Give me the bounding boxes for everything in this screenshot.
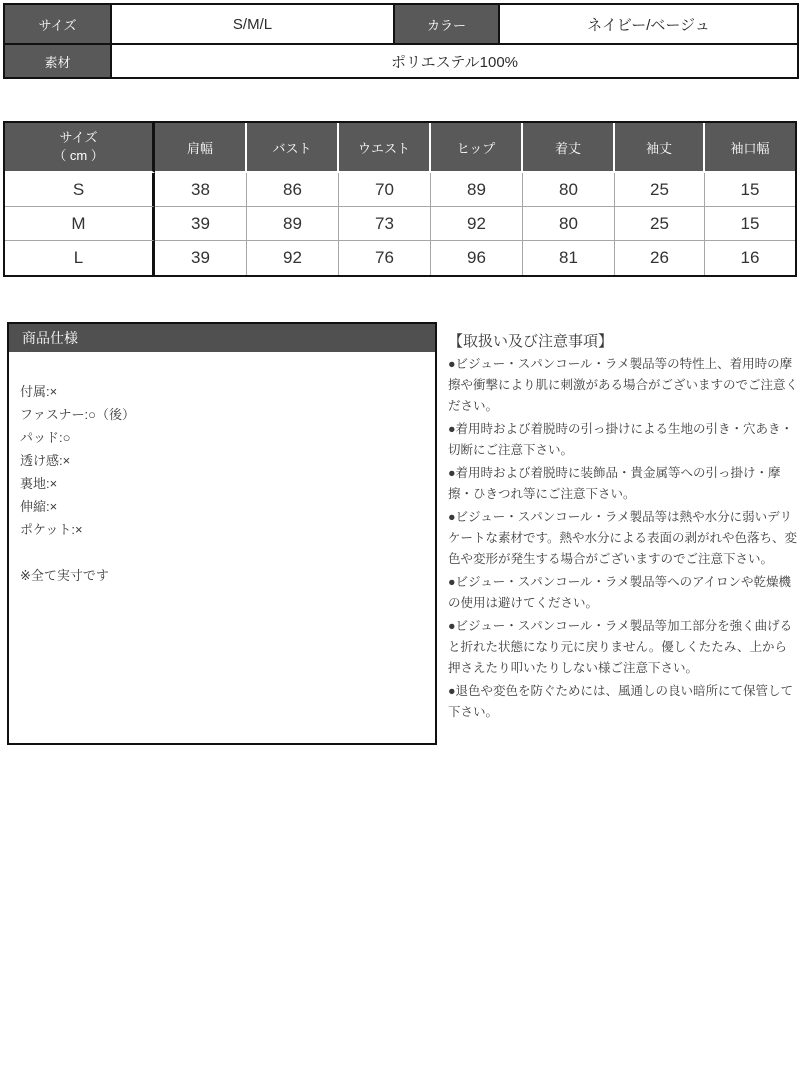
handling-note-item: ●ビジュー・スパンコール・ラメ製品等へのアイロンや乾燥機の使用は避けてください。	[448, 575, 792, 610]
cell-s-hip: 89	[431, 173, 523, 207]
col-header-length: 着丈	[523, 123, 615, 173]
col-header-hip: ヒップ	[431, 123, 523, 173]
col-header-shoulder: 肩幅	[155, 123, 247, 173]
handling-note-item: ●ビジュー・スパンコール・ラメ製品等は熱や水分に弱いデリケートな素材です。熱や水分による表面の剥がれや色落ち、変色や変形が発生する場合がございますのでご注意下さい。	[448, 510, 798, 566]
cell-s-waist: 70	[339, 173, 431, 207]
row-label-m: M	[5, 207, 155, 241]
cell-l-length: 81	[523, 241, 615, 275]
size-chart	[3, 121, 797, 277]
handling-note-item: ●着用時および着脱時に装飾品・貴金属等への引っ掛け・摩擦・ひきつれ等にご注意下さい。	[448, 466, 781, 501]
table-row-size-s	[5, 173, 795, 207]
cell-l-shoulder: 39	[155, 241, 247, 275]
size-label-cell: サイズ	[4, 4, 111, 44]
table-row-size-m	[5, 207, 795, 241]
size-chart-corner-header	[5, 123, 155, 173]
spec-item-sheerness: 透け感:×	[20, 453, 71, 468]
col-header-cuff: 袖口幅	[705, 123, 795, 173]
cell-m-sleeve: 25	[615, 207, 705, 241]
color-label-cell: カラー	[394, 4, 499, 44]
cell-l-hip: 96	[431, 241, 523, 275]
corner-header-line1: サイズ	[59, 130, 98, 145]
cell-m-bust: 89	[247, 207, 339, 241]
cell-s-cuff: 15	[705, 173, 795, 207]
cell-m-length: 80	[523, 207, 615, 241]
spec-item-lining: 裏地:×	[20, 476, 58, 491]
handling-notes	[448, 331, 798, 725]
cell-s-length: 80	[523, 173, 615, 207]
col-header-waist: ウエスト	[339, 123, 431, 173]
spec-item-accessory: 付属:×	[20, 384, 58, 399]
material-value-cell: ポリエステル100%	[111, 44, 798, 78]
size-value-cell: S/M/L	[111, 4, 394, 44]
product-info-table	[3, 3, 799, 79]
size-chart-header-row	[5, 123, 795, 173]
table-row-size-l	[5, 241, 795, 275]
corner-header-line2: （ cm ）	[53, 148, 104, 163]
spec-item-fastener: ファスナー:○（後）	[20, 407, 135, 422]
cell-m-shoulder: 39	[155, 207, 247, 241]
cell-l-sleeve: 26	[615, 241, 705, 275]
spec-item-pocket: ポケット:×	[20, 522, 83, 537]
row-label-s: S	[5, 173, 155, 207]
handling-notes-title: 【取扱い及び注意事項】	[448, 333, 614, 350]
handling-note-item: ●ビジュー・スパンコール・ラメ製品等加工部分を強く曲げると折れた状態になり元に戻りません。優しくたたみ、上から押さえたり叩いたりしない様ご注意下さい。	[448, 619, 793, 675]
handling-note-item: ●退色や変色を防ぐためには、風通しの良い暗所にて保管して下さい。	[448, 684, 794, 719]
spec-box-title: 商品仕様	[9, 324, 435, 352]
cell-m-waist: 73	[339, 207, 431, 241]
spec-measurement-note: ※全て実寸です	[20, 568, 109, 583]
col-header-sleeve: 袖丈	[615, 123, 705, 173]
cell-s-sleeve: 25	[615, 173, 705, 207]
handling-note-item: ●ビジュー・スパンコール・ラメ製品等の特性上、着用時の摩擦や衝撃により肌に刺激がある場合がございますのでご注意ください。	[448, 357, 799, 413]
cell-s-shoulder: 38	[155, 173, 247, 207]
cell-l-waist: 76	[339, 241, 431, 275]
cell-m-hip: 92	[431, 207, 523, 241]
handling-note-item: ●着用時および着脱時の引っ掛けによる生地の引き・穴あき・切断にご注意下さい。	[448, 422, 794, 457]
color-value-cell: ネイビー/ベージュ	[499, 4, 798, 44]
product-spec-box	[7, 322, 437, 745]
material-label-cell: 素材	[4, 44, 111, 78]
col-header-bust: バスト	[247, 123, 339, 173]
spec-item-pad: パッド:○	[20, 430, 71, 445]
cell-s-bust: 86	[247, 173, 339, 207]
cell-l-cuff: 16	[705, 241, 795, 275]
cell-l-bust: 92	[247, 241, 339, 275]
cell-m-cuff: 15	[705, 207, 795, 241]
spec-item-stretch: 伸縮:×	[20, 499, 58, 514]
row-label-l: L	[5, 241, 155, 275]
